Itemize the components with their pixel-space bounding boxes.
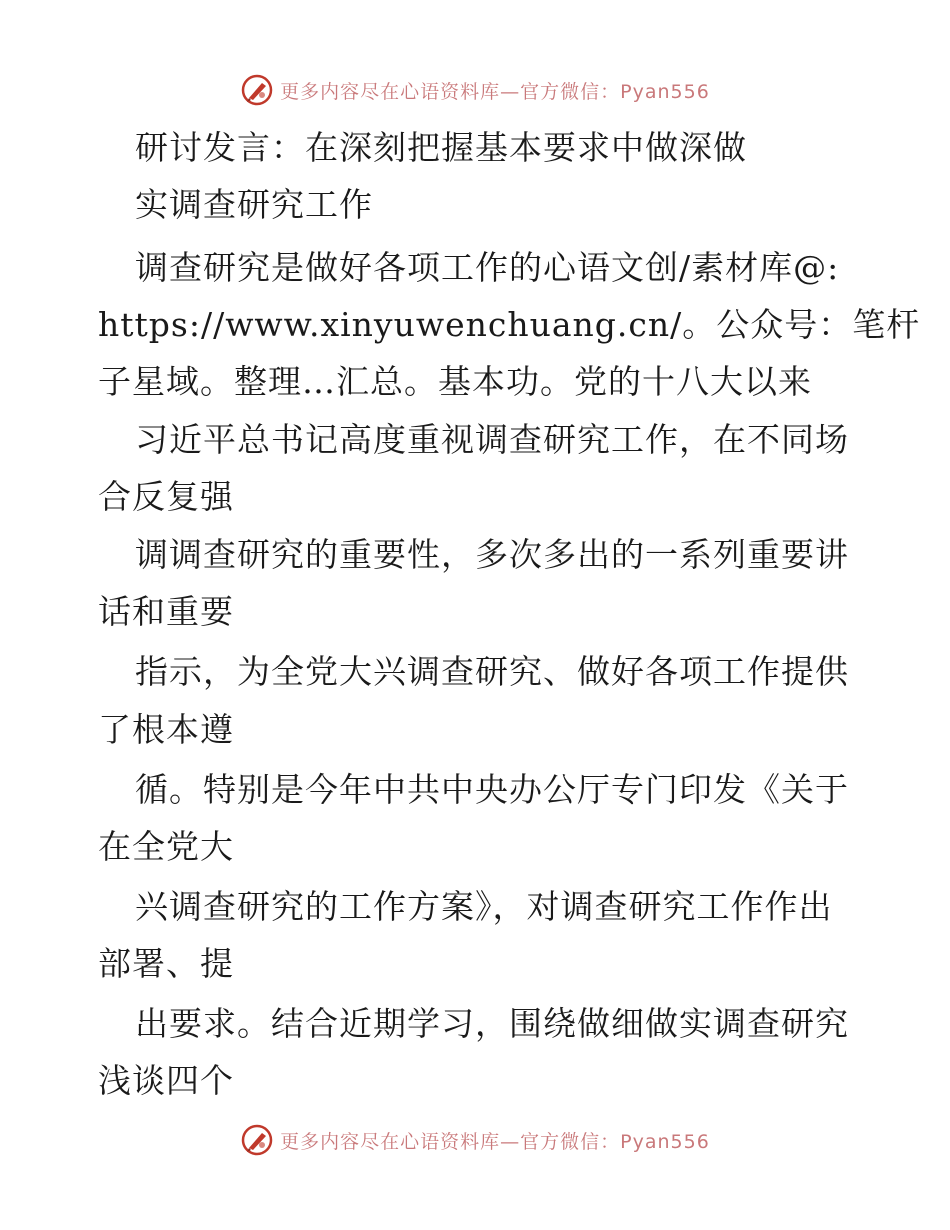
header-banner-text: 更多内容尽在心语资料库—官方微信： [280, 80, 621, 103]
footer-banner [0, 1120, 950, 1160]
paragraph-line: 循。特别是今年中共中央办公厅专门印发《关于 [135, 770, 849, 809]
paragraph-line: 调调查研究的重要性，多次多出的一系列重要讲 [135, 535, 849, 574]
paragraph-line: 了根本遵 [98, 710, 234, 749]
paragraph-line: 子星域。整理…汇总。基本功。党的十八大以来 [98, 362, 812, 401]
footer-banner-text: 更多内容尽在心语资料库—官方微信： [280, 1130, 621, 1153]
document-title-line-2: 实调查研究工作 [135, 185, 373, 224]
pen-logo-icon [240, 73, 274, 107]
paragraph-line: 话和重要 [98, 592, 234, 631]
pen-logo-icon [240, 1123, 274, 1157]
paragraph-line: 指示，为全党大兴调查研究、做好各项工作提供 [135, 652, 849, 691]
paragraph-line: 调查研究是做好各项工作的心语文创/素材库@: [135, 248, 840, 287]
paragraph-line: 合反复强 [98, 477, 234, 516]
paragraph-line: 部署、提 [98, 944, 234, 983]
header-wechat-id: Pyan556 [620, 80, 710, 103]
header-banner [0, 70, 950, 110]
paragraph-line: 浅谈四个 [98, 1061, 234, 1100]
paragraph-line: 兴调查研究的工作方案》，对调查研究工作作出 [135, 887, 833, 926]
paragraph-line: 在全党大 [98, 827, 234, 866]
paragraph-line: https://www.xinyuwenchuang.cn/。公众号：笔杆 [98, 305, 921, 344]
paragraph-line: 出要求。结合近期学习，围绕做细做实调查研究 [135, 1004, 849, 1043]
paragraph-line: 习近平总书记高度重视调查研究工作，在不同场 [135, 420, 849, 459]
footer-wechat-id: Pyan556 [620, 1130, 710, 1153]
document-title-line-1: 研讨发言：在深刻把握基本要求中做深做 [135, 128, 747, 167]
